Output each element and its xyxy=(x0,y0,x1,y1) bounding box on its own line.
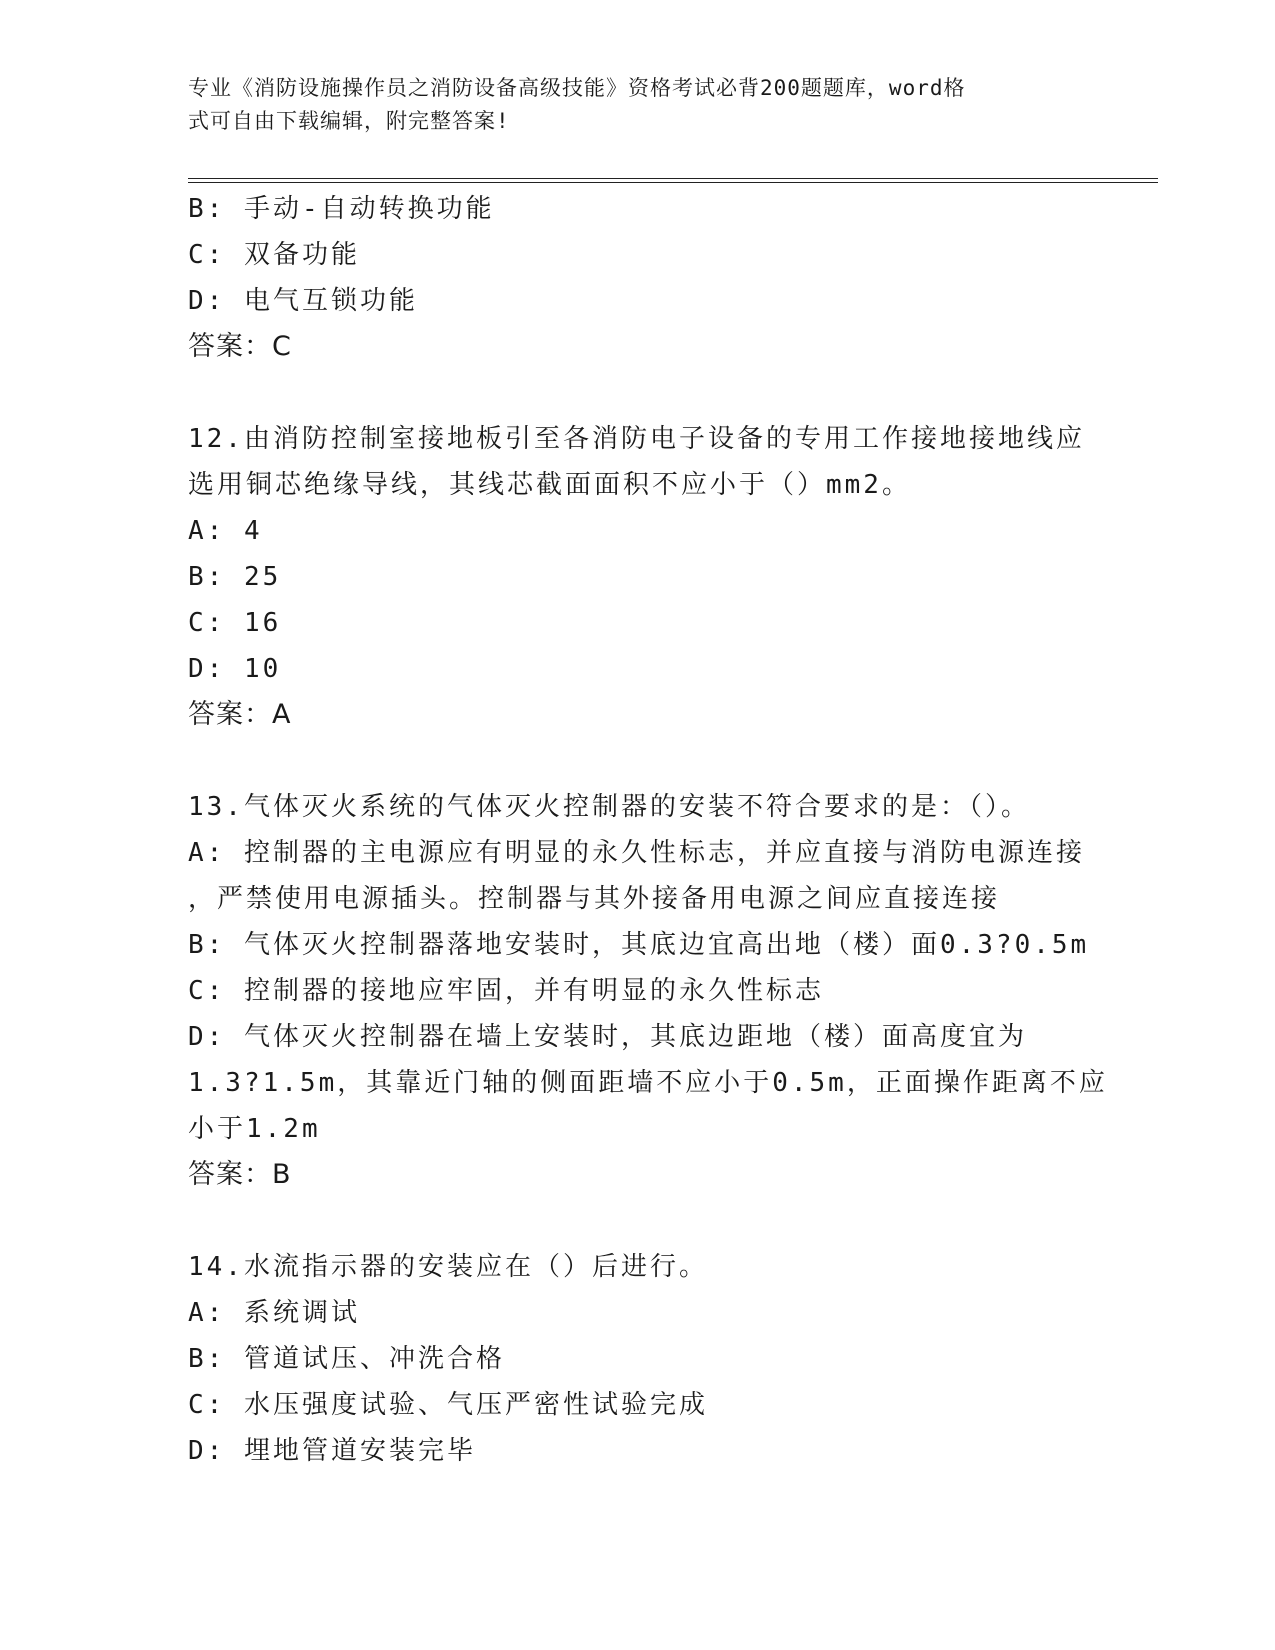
option-d-continued: 小于1.2m xyxy=(188,1114,321,1144)
question-14 xyxy=(188,1244,1088,1474)
option-d: D: 电气互锁功能 xyxy=(188,286,418,316)
answer: 答案：C xyxy=(188,331,292,362)
option-b: B: 管道试压、冲洗合格 xyxy=(188,1344,505,1374)
header-divider xyxy=(188,178,1158,183)
question-stem: 14.水流指示器的安装应在（）后进行。 xyxy=(188,1252,708,1282)
option-d: D: 气体灭火控制器在墙上安装时，其底边距地（楼）面高度宜为 xyxy=(188,1022,1027,1052)
question-content xyxy=(188,186,1108,1474)
question-stem: 13.气体灭火系统的气体灭火控制器的安装不符合要求的是：（）。 xyxy=(188,792,1030,822)
option-d: D: 埋地管道安装完毕 xyxy=(188,1436,476,1466)
option-b: B: 气体灭火控制器落地安装时，其底边宜高出地（楼）面0.3?0.5m xyxy=(188,930,1090,960)
answer: 答案：B xyxy=(188,1159,292,1190)
question-13 xyxy=(188,784,1108,1198)
option-a-continued: ，严禁使用电源插头。控制器与其外接备用电源之间应直接连接 xyxy=(188,884,1001,914)
page-header xyxy=(188,72,1068,138)
answer: 答案：A xyxy=(188,699,292,730)
option-c: C: 双备功能 xyxy=(188,240,360,270)
spacer xyxy=(188,1198,1088,1244)
option-a: A: 系统调试 xyxy=(188,1298,360,1328)
question-stem: 选用铜芯绝缘导线，其线芯截面面积不应小于（）mm2。 xyxy=(188,470,911,500)
option-b: B: 25 xyxy=(188,562,282,592)
header-line-2: 式可自由下载编辑，附完整答案! xyxy=(188,109,510,133)
question-11-tail xyxy=(188,186,1088,370)
option-a: A: 控制器的主电源应有明显的永久性标志，并应直接与消防电源连接 xyxy=(188,838,1085,868)
option-d: D: 10 xyxy=(188,654,282,684)
option-a: A: 4 xyxy=(188,516,263,546)
spacer xyxy=(188,738,1088,784)
spacer xyxy=(188,370,1088,416)
header-line-1: 专业《消防设施操作员之消防设备高级技能》资格考试必背200题题库，word格 xyxy=(188,76,966,100)
question-stem: 12.由消防控制室接地板引至各消防电子设备的专用工作接地接地线应 xyxy=(188,424,1085,454)
question-12 xyxy=(188,416,1088,738)
option-b: B: 手动-自动转换功能 xyxy=(188,194,495,224)
option-c: C: 16 xyxy=(188,608,282,638)
option-c: C: 水压强度试验、气压严密性试验完成 xyxy=(188,1390,708,1420)
option-d-continued: 1.3?1.5m，其靠近门轴的侧面距墙不应小于0.5m，正面操作距离不应 xyxy=(188,1068,1108,1098)
option-c: C: 控制器的接地应牢固，并有明显的永久性标志 xyxy=(188,976,824,1006)
